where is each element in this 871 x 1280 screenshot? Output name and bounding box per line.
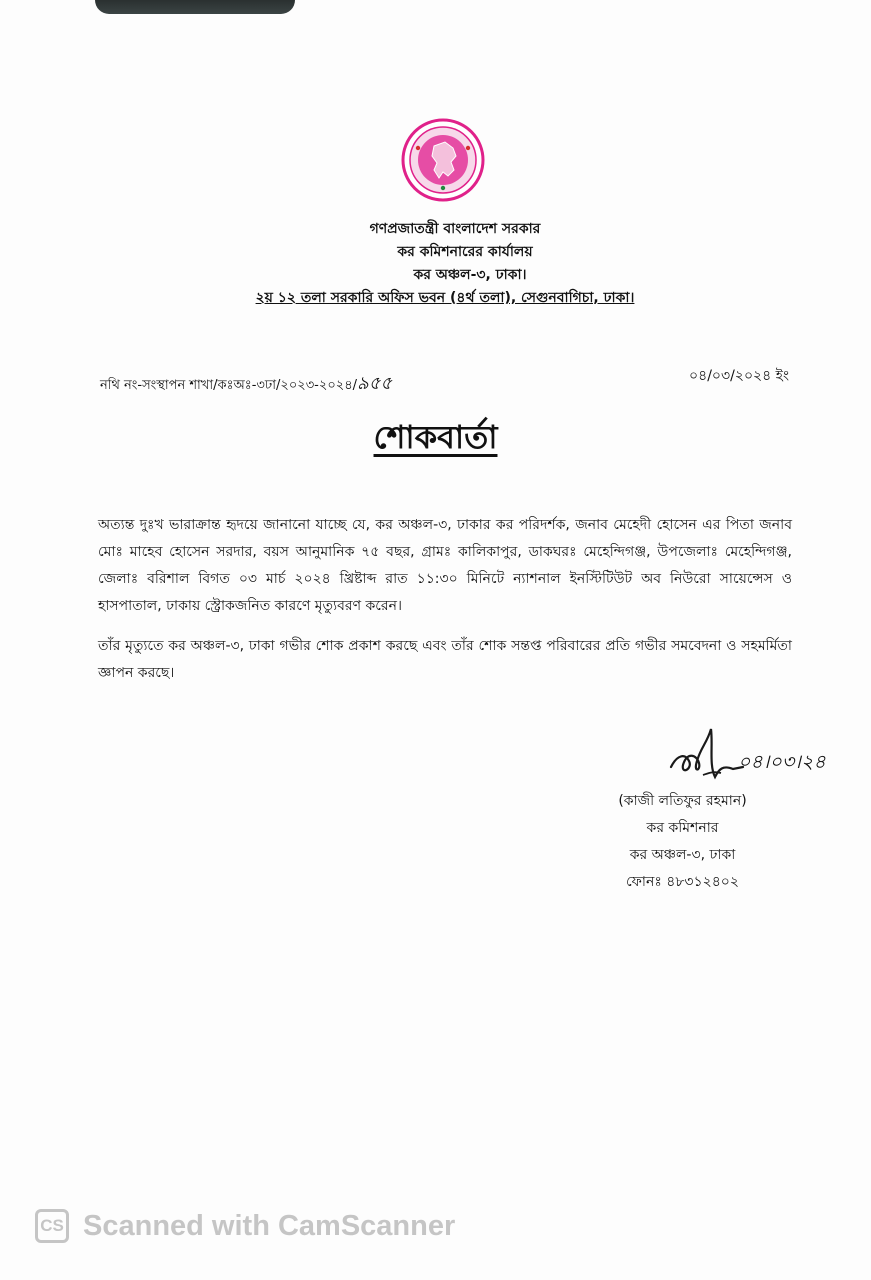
camscanner-logo-icon: CS [35,1209,69,1243]
signatory-name: (কাজী লতিফুর রহমান) [618,793,747,809]
office-address: ২য় ১২ তলা সরকারি অফিস ভবন (৪র্থ তলা), সেগুনবাগিচা, ঢাকা। [255,290,635,306]
office-name: কর কমিশনারের কার্যালয় [397,244,533,260]
document-title [0,412,871,466]
government-seal [401,118,485,202]
camscanner-watermark [35,1209,455,1243]
office-header [230,218,660,310]
govt-name: গণপ্রজাতন্ত্রী বাংলাদেশ সরকার [369,221,541,237]
letter-date: ০৪/০৩/২০২৪ ইং [689,368,789,384]
condolence-paragraph-2: তাঁর মৃত্যুতে কর অঞ্চল-৩, ঢাকা গভীর শোক প্রকাশ করছে এবং তাঁর শোক সন্তপ্ত পরিবারের প্রতি গভীর সমবেদনা ও সহমর্মিতা জ্ঞাপন করছে। [98,638,792,681]
scan-edge-strip [95,0,295,14]
signature-date: ০৪।০৩।২৪ [738,751,826,773]
tax-zone: কর অঞ্চল-৩, ঢাকা। [413,267,527,283]
reference-text: নথি নং-সংস্থাপন শাখা/কঃঅঃ-৩ঢা/২০২৩-২০২৪/ [100,378,358,393]
handwritten-number: ৯৫৫ [357,373,393,394]
condolence-paragraph-1: অত্যন্ত দুঃখ ভারাক্রান্ত হৃদয়ে জানানো যাচ্ছে যে, কর অঞ্চল-৩, ঢাকার কর পরিদর্শক, জনাব মেহেদী হোসেন এর পিতা জনাব মোঃ মাহেব হোসেন সরদার, বয়স আনুমানিক ৭৫ বছর, গ্রামঃ কালিকাপুর, ডাকঘরঃ মেহেন্দিগঞ্জ, উপজেলাঃ মেহেন্দিগঞ্জ, জেলাঃ বরিশাল বিগত ০৩ মার্চ ২০২৪ খ্রিষ্টাব্দ রাত ১১:৩০ মিনিটে ন্যাশনাল ইনস্টিটিউট অব নিউরো সায়েন্সেস ও হাসপাতাল, ঢাকায় স্ট্রোকজনিত কারণে মৃত্যুবরণ করেন। [98,517,792,614]
signatory-block [600,788,765,896]
reference-number [100,369,392,400]
watermark-text: Scanned with CamScanner [83,1209,456,1242]
title-text: শোকবার্তা [373,418,498,456]
signatory-office: কর অঞ্চল-৩, ঢাকা [629,847,736,863]
signatory-designation: কর কমিশনার [646,820,719,836]
signatory-phone: ফোনঃ ৪৮৩১২৪০২ [626,874,739,890]
